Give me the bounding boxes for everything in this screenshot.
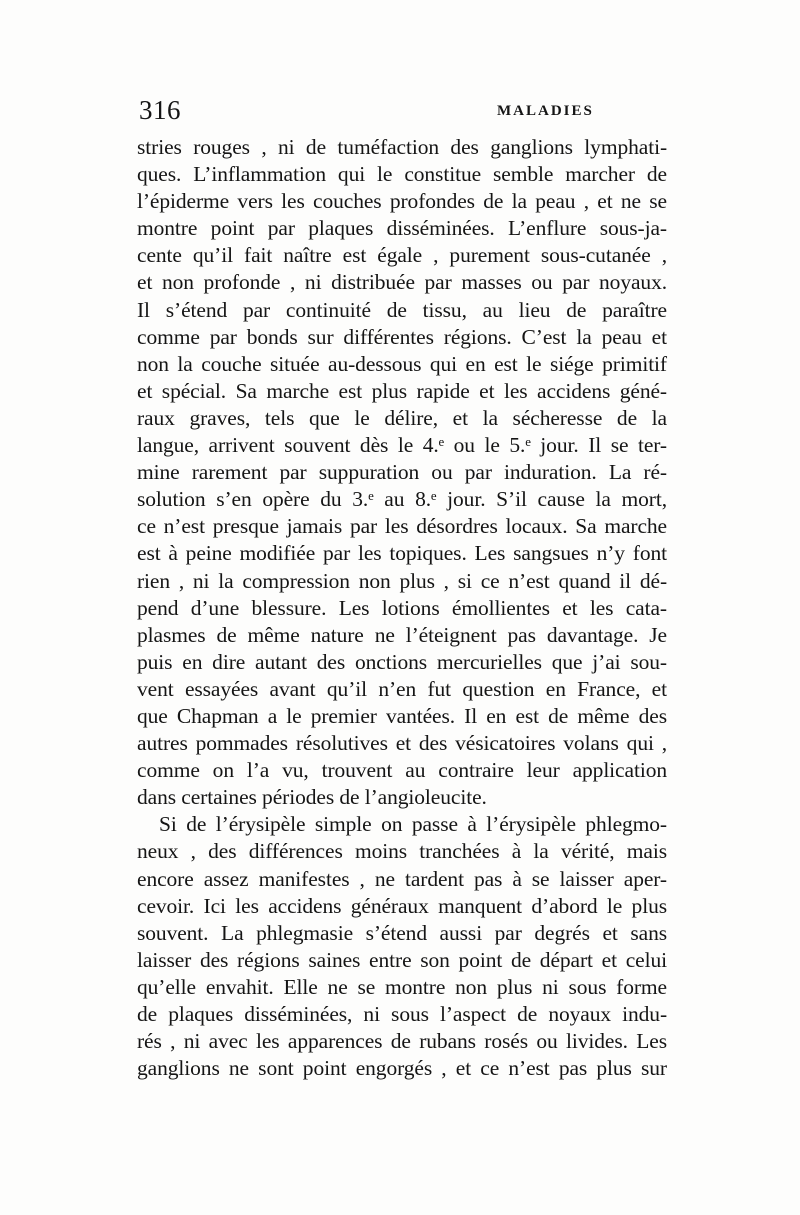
text-line: laisser des régions saines entre son point de départ et celui (137, 947, 667, 972)
text-line: cevoir. Ici les accidens généraux manquent d’abord le plus (137, 893, 667, 918)
text-line: l’épiderme vers les couches profondes de la peau , et ne se (137, 189, 667, 214)
text-line: raux graves, tels que le délire, et la sécheresse de la (137, 405, 667, 430)
body-text (137, 134, 667, 1082)
text-line: comme on l’a vu, trouvent au contraire leur application (137, 758, 667, 783)
text-line: autres pommades résolutives et des vésicatoires volans qui , (137, 731, 667, 756)
text-line: neux , des différences moins tranchées à la vérité, mais (137, 839, 667, 864)
text-line: Si de l’érysipèle simple on passe à l’érysipèle phlegmo- (159, 812, 667, 837)
text-line: mine rarement par suppuration ou par induration. La ré- (137, 460, 667, 485)
text-line: qu’elle envahit. Elle ne se montre non plus ni sous forme (137, 974, 667, 999)
text-line: encore assez manifestes , ne tardent pas à se laisser aper- (137, 866, 667, 891)
text-line: ganglions ne sont point engorgés , et ce n’est pas plus sur (137, 1056, 667, 1081)
text-line: ques. L’inflammation qui le constitue semble marcher de (137, 162, 667, 187)
text-line: de plaques disséminées, ni sous l’aspect de noyaux indu- (137, 1002, 667, 1026)
text-line: Il s’étend par continuité de tissu, au lieu de paraître (137, 297, 667, 322)
text-line: rés , ni avec les apparences de rubans rosés ou livides. Les (137, 1029, 667, 1054)
text-line: souvent. La phlegmasie s’étend aussi par degrés et sans (137, 920, 667, 945)
text-line: et non profonde , ni distribuée par masses ou par noyaux. (137, 270, 667, 295)
text-line: cente qu’il fait naître est égale , purement sous-cutanée , (137, 243, 667, 268)
text-line: non la couche située au-dessous qui en est le siége primitif (137, 351, 667, 376)
text-line: langue, arrivent souvent dès le 4.ᵉ ou le 5.ᵉ jour. Il se ter- (137, 433, 667, 458)
text-line: solution s’en opère du 3.ᵉ au 8.ᵉ jour. S’il cause la mort, (137, 487, 667, 512)
text-line: pend d’une blessure. Les lotions émollientes et les cata- (137, 595, 667, 620)
text-line: vent essayées avant qu’il n’en fut question en France, et (137, 676, 667, 701)
paragraph (137, 134, 667, 811)
paragraph (137, 811, 667, 1082)
text-line: puis en dire autant des onctions mercurielles que j’ai sou- (137, 649, 667, 674)
text-line: et spécial. Sa marche est plus rapide et les accidens géné- (137, 378, 667, 403)
text-line: comme par bonds sur différentes régions. C’est la peau et (137, 324, 667, 349)
text-line: ce n’est presque jamais par les désordres locaux. Sa marche (137, 514, 667, 539)
page-number: 316 (139, 95, 181, 125)
page-header (137, 95, 667, 131)
text-line: que Chapman a le premier vantées. Il en est de même des (137, 703, 667, 728)
text-line: rien , ni la compression non plus , si ce n’est quand il dé- (137, 568, 667, 593)
text-line: montre point par plaques disséminées. L’enflure sous-ja- (137, 216, 667, 241)
text-line: dans certaines périodes de l’angioleucite. (137, 785, 487, 810)
running-head: MALADIES (497, 103, 594, 119)
text-line: plasmes de même nature ne l’éteignent pas davantage. Je (137, 622, 667, 647)
text-line: est à peine modifiée par les topiques. Les sangsues n’y font (137, 541, 667, 566)
text-line: stries rouges , ni de tuméfaction des ganglions lymphati- (137, 135, 667, 159)
